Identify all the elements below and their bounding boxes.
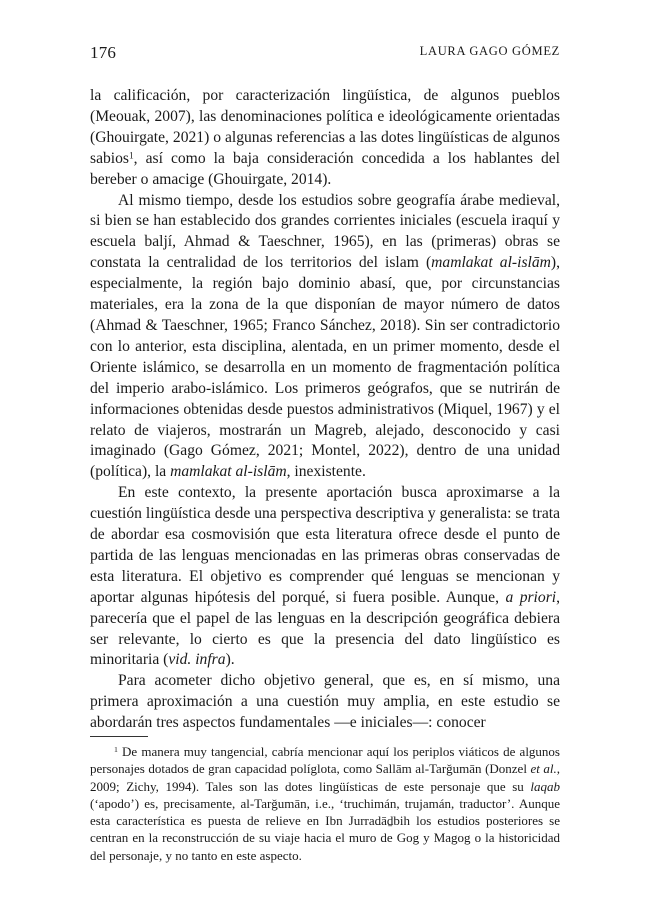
page-header	[90, 43, 560, 65]
italic-term: laqab	[530, 778, 560, 794]
text-run: , 2009; Zichy, 1994). Tales son las dotes lingüísticas de este personaje que su	[90, 761, 560, 794]
text-run: , parecería que el papel de las lenguas en la descripción geográfica debiera ser relevante, lo cierto es que la presencia del dato lingüístico es minoritaria (	[90, 588, 560, 669]
text-run: la calificación, por caracterización lingüística, de algunos pueblos (Meouak, 2007), las denominaciones política e ideológicamente orientadas (Ghouirgate, 2021) o algunas referencias a las dotes lingüísticas de algunos sabios	[90, 87, 560, 167]
footnote-reference: 1	[128, 151, 134, 162]
italic-term: et al.	[530, 761, 557, 777]
paragraph-2	[90, 191, 560, 484]
page-number: 176	[90, 43, 117, 62]
footnote-marker: 1	[114, 745, 118, 755]
text-run: ).	[225, 651, 235, 669]
italic-term: mamlakat al-islām	[170, 463, 287, 481]
italic-term: vid. infra	[168, 651, 226, 669]
text-run: ), especialmente, la región bajo dominio abasí, que, por circunstancias materiales, era la zona de la que disponían de mayor número de datos (Ahmad & Taeschner, 1965; Franco Sánchez, 2018). Sin ser contradictorio con lo anterior, esta disciplina, alentada, en un primer momento, desde el Oriente islámico, se desarrolla en un momento de fragmentación política del imperio arabo-islámico. Los primeros geógrafos, que se nutrirán de informaciones obtenidas desde puestos administrativos (Miquel, 1967) y el relato de viajeros, mostrarán un Magreb, alejado, desconocido y casi imaginado (Gago Gómez, 2021; Montel, 2022), dentro de una unidad (política), la	[90, 254, 561, 481]
text-run: De manera muy tangencial, cabría mencionar aquí los periplos viáticos de algunos personajes dotados de gran capacidad políglota, como Sallām al-Tarǧumān (Donzel	[90, 744, 560, 777]
italic-term: a priori	[505, 588, 557, 606]
paragraph-1	[90, 86, 560, 191]
text-run: En este contexto, la presente aportación busca aproximarse a la cuestión lingüística desde una perspectiva descriptiva y generalista: se trata de abordar esa cosmovisión que esta literatura ofrece desde el punto de partida de las lenguas mencionadas en las primeras obras conservadas de esta literatura. El objetivo es comprender qué lenguas se mencionan y aportar algunas hipótesis del porqué, si fuera posible. Aunque,	[90, 484, 560, 606]
text-run: , así como la baja consideración concedida a los hablantes del bereber o amacige (Ghouirgate, 2014).	[90, 149, 560, 188]
footnote-separator	[90, 736, 148, 737]
text-run: (‘apodo’) es, precisamente, al-Tarǧumān, i.e., ‘truchimán, trujamán, traductor’. Aunque esta característica es puesta de relieve en Ibn Jurradāḏbih los estudios posteriores se centran en la reconstrucción de su viaje hacia el muro de Gog y Magog o la historicidad del personaje, y no tanto en este aspecto.	[90, 795, 560, 863]
footnote-paragraph	[90, 743, 560, 864]
running-head-author: LAURA GAGO GÓMEZ	[419, 44, 560, 58]
paragraph-3	[90, 483, 560, 671]
italic-term: mamlakat al-islām	[431, 254, 551, 272]
paragraph-4	[90, 671, 560, 734]
footnote-1	[90, 743, 560, 864]
main-text	[90, 86, 560, 734]
text-run: Para acometer dicho objetivo general, que es, en sí mismo, una primera aproximación a una cuestión muy amplia, en este estudio se abordarán tres aspectos fundamentales —e iniciales—: conocer	[90, 672, 560, 732]
text-run: , inexistente.	[286, 463, 366, 481]
text-run: Al mismo tiempo, desde los estudios sobre geografía árabe medieval, si bien se han establecido dos grandes corrientes iniciales (escuela iraquí y escuela baljí, Ahmad & Taeschner, 1965), en las (primeras) obras se constata la centralidad de los territorios del islam (	[90, 191, 560, 272]
